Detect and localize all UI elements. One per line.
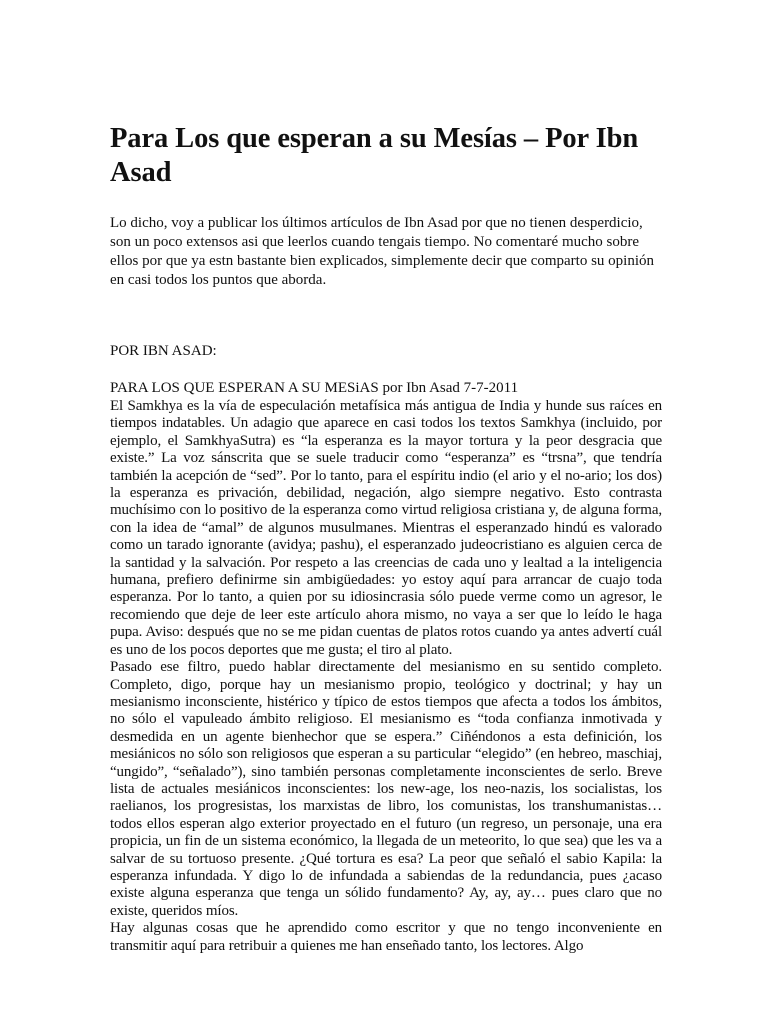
document-title: Para Los que esperan a su Mesías – Por Ibn Asad [110,123,639,188]
body-paragraph: El Samkhya es la vía de especulación metafísica más antigua de India y hunde sus raíces en tiempos indatables. Un adagio que aparece en casi todos los textos Samkhya (incluido, por ejemplo, el SamkhyaSutra) es “la esperanza es la mayor tortura y la peor desgracia que existe.” La voz sánscrita que se suele traducir como “esperanza” es “trsna”, que tendría también la acepción de “sed”. Por lo tanto, para el espíritu indio (el ario y el no-ario; los dos) la esperanza es privación, debilidad, negación, algo siempre negativo. Esto contrasta muchísimo con lo positivo de la esperanza como virtud religiosa cristiana y, de alguna forma, con la idea de “amal” de algunos musulmanes. Mientras el esperanzado hindú es valorado como un tarado ignorante (avidya; pashu), el esperanzado judeocristiano es alguien cerca de la santidad y la salvación. Por respeto a las creencias de cada uno y lealtad a la inteligencia humana, prefiero definirme sin ambigüedades: yo estoy aquí para arrancar de cuajo toda esperanza. Por lo tanto, a quien por su idiosincrasia sólo puede verme como un agresor, le recomiendo que deje de leer este artículo ahora mismo, no vaya a ser que lo leído le haga pupa. Aviso: después que no se me pidan cuentas de platos rotos cuando ya antes advertí cuál es uno de los pocos deportes que me gusta; el tiro al plato. [110,398,662,658]
author-line: POR IBN ASAD: [110,343,217,359]
body-paragraph: Pasado ese filtro, puedo hablar directamente del mesianismo en su sentido completo. Completo, digo, porque hay un mesianismo propio, teológico y doctrinal; y hay un mesianismo inconsciente, histérico y típico de estos tiempos que afecta a todos los ámbitos, no sólo el vapuleado ámbito religioso. El mesianismo es “toda confianza inmotivada y desmedida en un agente bienhechor que se espera.” Ciñéndonos a esta definición, los mesiánicos no sólo son religiosos que esperan a su particular “elegido” (en hebreo, maschiaj, “ungido”, “señalado”), sino también personas completamente inconscientes de serlo. Breve lista de actuales mesiánicos inconscientes: los new-age, los neo-nazis, los socialistas, los raelianos, los progresistas, los marxistas de libro, los comunistas, los transhumanistas… todos ellos esperan algo exterior proyectado en el futuro (un regreso, un personaje, una era propicia, un fin de un sistema económico, la llegada de un meteorito, lo que sea) que les va a salvar de su tortuoso presente. ¿Qué tortura es esa? La peor que señaló el sabio Kapila: la esperanza infundada. Y digo lo de infundada a sabiendas de la redundancia, pues ¿acaso existe alguna esperanza que tenga un sólido fundamento? Ay, ay, ay… pues claro que no existe, queridos míos. [110,659,662,919]
intro-paragraph: Lo dicho, voy a publicar los últimos artículos de Ibn Asad por que no tienen desperdicio, son un poco extensos asi que leerlos cuando tengais tiempo. No comentaré mucho sobre ellos por que ya estn bastante bien explicados, simplemente decir que comparto su opinión en casi todos los puntos que aborda. [110,215,655,288]
document-page [110,122,662,955]
body-paragraph: Hay algunas cosas que he aprendido como escritor y que no tengo inconveniente en transmitir aquí para retribuir a quienes me han enseñado tanto, los lectores. Algo [110,920,662,954]
article-heading: PARA LOS QUE ESPERAN A SU MESiAS por Ibn Asad 7-7-2011 [110,380,519,396]
